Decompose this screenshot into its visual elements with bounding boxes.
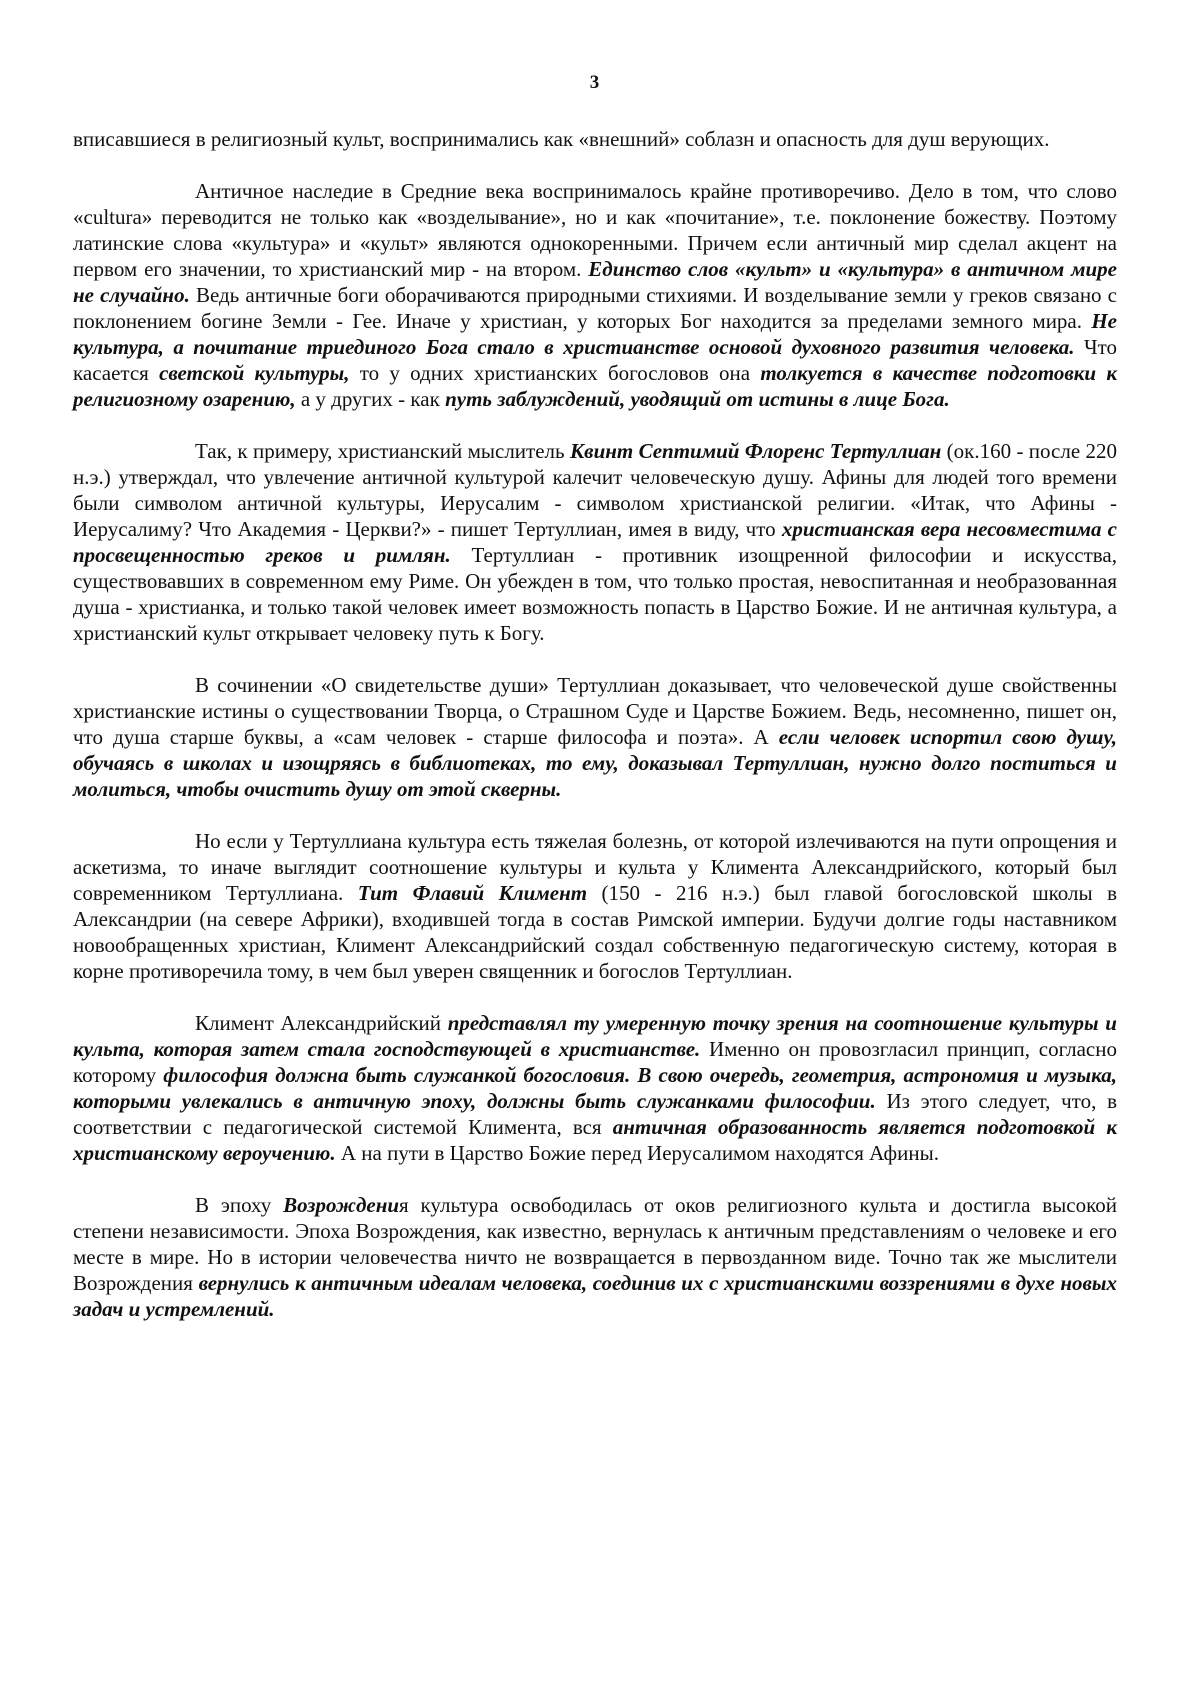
paragraph [73,1192,1117,1322]
emphasized-text: путь заблуждений, уводящий от истины в лице Бога. [445,387,950,411]
body-text: Что касается [73,335,1117,385]
paragraph [73,672,1117,802]
page-body [73,126,1117,1322]
emphasized-text: толкуется в качестве подготовки к религиозному озарению, [73,361,1117,411]
body-text: Именно он провозгласил принцип, согласно которому [73,1037,1117,1087]
paragraph [73,178,1117,412]
emphasized-text: вернулись к античным идеалам человека, соединив их с христианскими воззрениями в духе новых задач и устремлений. [73,1271,1117,1321]
emphasized-text: Не культура, а почитание триединого Бога стало в христианстве основой духовного развития человека. [73,309,1117,359]
emphasized-text: Единство слов «культ» и «культура» в античном мире не случайно. [73,257,1117,307]
paragraph [73,1010,1117,1166]
emphasized-text: светской культуры, [159,361,350,385]
body-text: Тертуллиан - противник изощренной философии и искусства, существовавших в современном ему Риме. Он убежден в том, что только простая, невоспитанная и необразованная душа - христианка, и только такой человек имеет возможность попасть в Царство Божие. И не античная культура, а христианский культ открывает человеку путь к Богу. [73,543,1117,645]
paragraph [73,126,1117,152]
emphasized-text: христианская вера несовместима с просвещенностью греков и римлян. [73,517,1118,567]
page-number: 3 [589,72,600,93]
body-text: вписавшиеся в религиозный культ, воспринимались как «внешний» соблазн и опасность для душ верующих. [73,127,1050,151]
body-text: то у одних христианских богословов она [349,361,761,385]
emphasized-text: античная образованность является подготовкой к христианскому вероучению. [73,1115,1117,1165]
body-text: Так, к примеру, христианский мыслитель [195,439,570,463]
body-text: Климент Александрийский [195,1011,448,1035]
body-text: В сочинении «О свидетельстве души» Тертуллиан доказывает, что человеческой душе свойственны христианские истины о существовании Творца, о Страшном Суде и Царстве Божием. Ведь, несомненно, пишет он, что душа старше буквы, а «сам человек - старше философа и поэта». А [73,673,1117,749]
body-text: а у других - как [295,387,446,411]
emphasized-text: если человек испортил свою душу, обучаясь в школах и изощряясь в библиотеках, то ему, доказывал Тертуллиан, нужно долго поститься и молиться, чтобы очистить душу от этой скверны. [73,725,1118,801]
emphasized-text: представлял ту умеренную точку зрения на соотношение культуры и культа, которая затем стала господствующей в христианстве. [73,1011,1117,1061]
emphasized-text: философия должна быть служанкой богословия. В свою очередь, геометрия, астрономия и музыка, которыми увлекались в античную эпоху, должны быть служанками философии. [73,1063,1117,1113]
paragraph [73,438,1117,646]
emphasized-text: Квинт Септимий Флоренс Тертуллиан [569,439,942,463]
emphasized-text: Возрождени [283,1193,400,1217]
body-text: (ок.160 - после 220 н.э.) утверждал, что увлечение античной культурой калечит человеческую душу. Афины для людей того времени были символом античной культуры, Иерусалим - символом христианской религии. «Итак, что Афины - Иерусалиму? Что Академия - Церкви?» - пишет Тертуллиан, имея в виду, что [73,439,1118,541]
body-text: (150 - 216 н.э.) был главой богословской школы в Александрии (на севере Африки), входившей тогда в состав Римской империи. Будучи долгие годы наставником новообращенных христиан, Климент Александрийский создал собственную педагогическую систему, которая в корне противоречила тому, в чем был уверен священник и богослов Тертуллиан. [73,881,1117,983]
emphasized-text: Тит Флавий Климент [357,881,588,905]
body-text: Античное наследие в Средние века воспринималось крайне противоречиво. Дело в том, что слово «cultura» переводится не только как «возделывание», но и как «почитание», т.е. поклонение божеству. Поэтому латинские слова «культура» и «культ» являются однокоренными. Причем если античный мир сделал акцент на первом его значении, то христианский мир - на втором. [73,179,1117,281]
paragraph [73,828,1117,984]
body-text: я культура освободилась от оков религиозного культа и достигла высокой степени независимости. Эпоха Возрождения, как известно, вернулась к античным представлениям о человеке и его месте в мире. Но в истории человечества ничто не возвращается в первозданном виде. Точно так же мыслители Возрождения [73,1193,1117,1295]
body-text: А на пути в Царство Божие перед Иерусалимом находятся Афины. [335,1141,939,1165]
body-text: Ведь античные боги оборачиваются природными стихиями. И возделывание земли у греков связано с поклонением богине Земли - Гее. Иначе у христиан, у которых Бог находится за пределами земного мира. [73,283,1117,333]
body-text: В эпоху [195,1193,284,1217]
body-text: Но если у Тертуллиана культура есть тяжелая болезнь, от которой излечиваются на пути опрощения и аскетизма, то иначе выглядит соотношение культуры и культа у Климента Александрийского, который был современником Тертуллиана. [73,829,1117,905]
body-text: Из этого следует, что, в соответствии с педагогической системой Климента, вся [73,1089,1117,1139]
